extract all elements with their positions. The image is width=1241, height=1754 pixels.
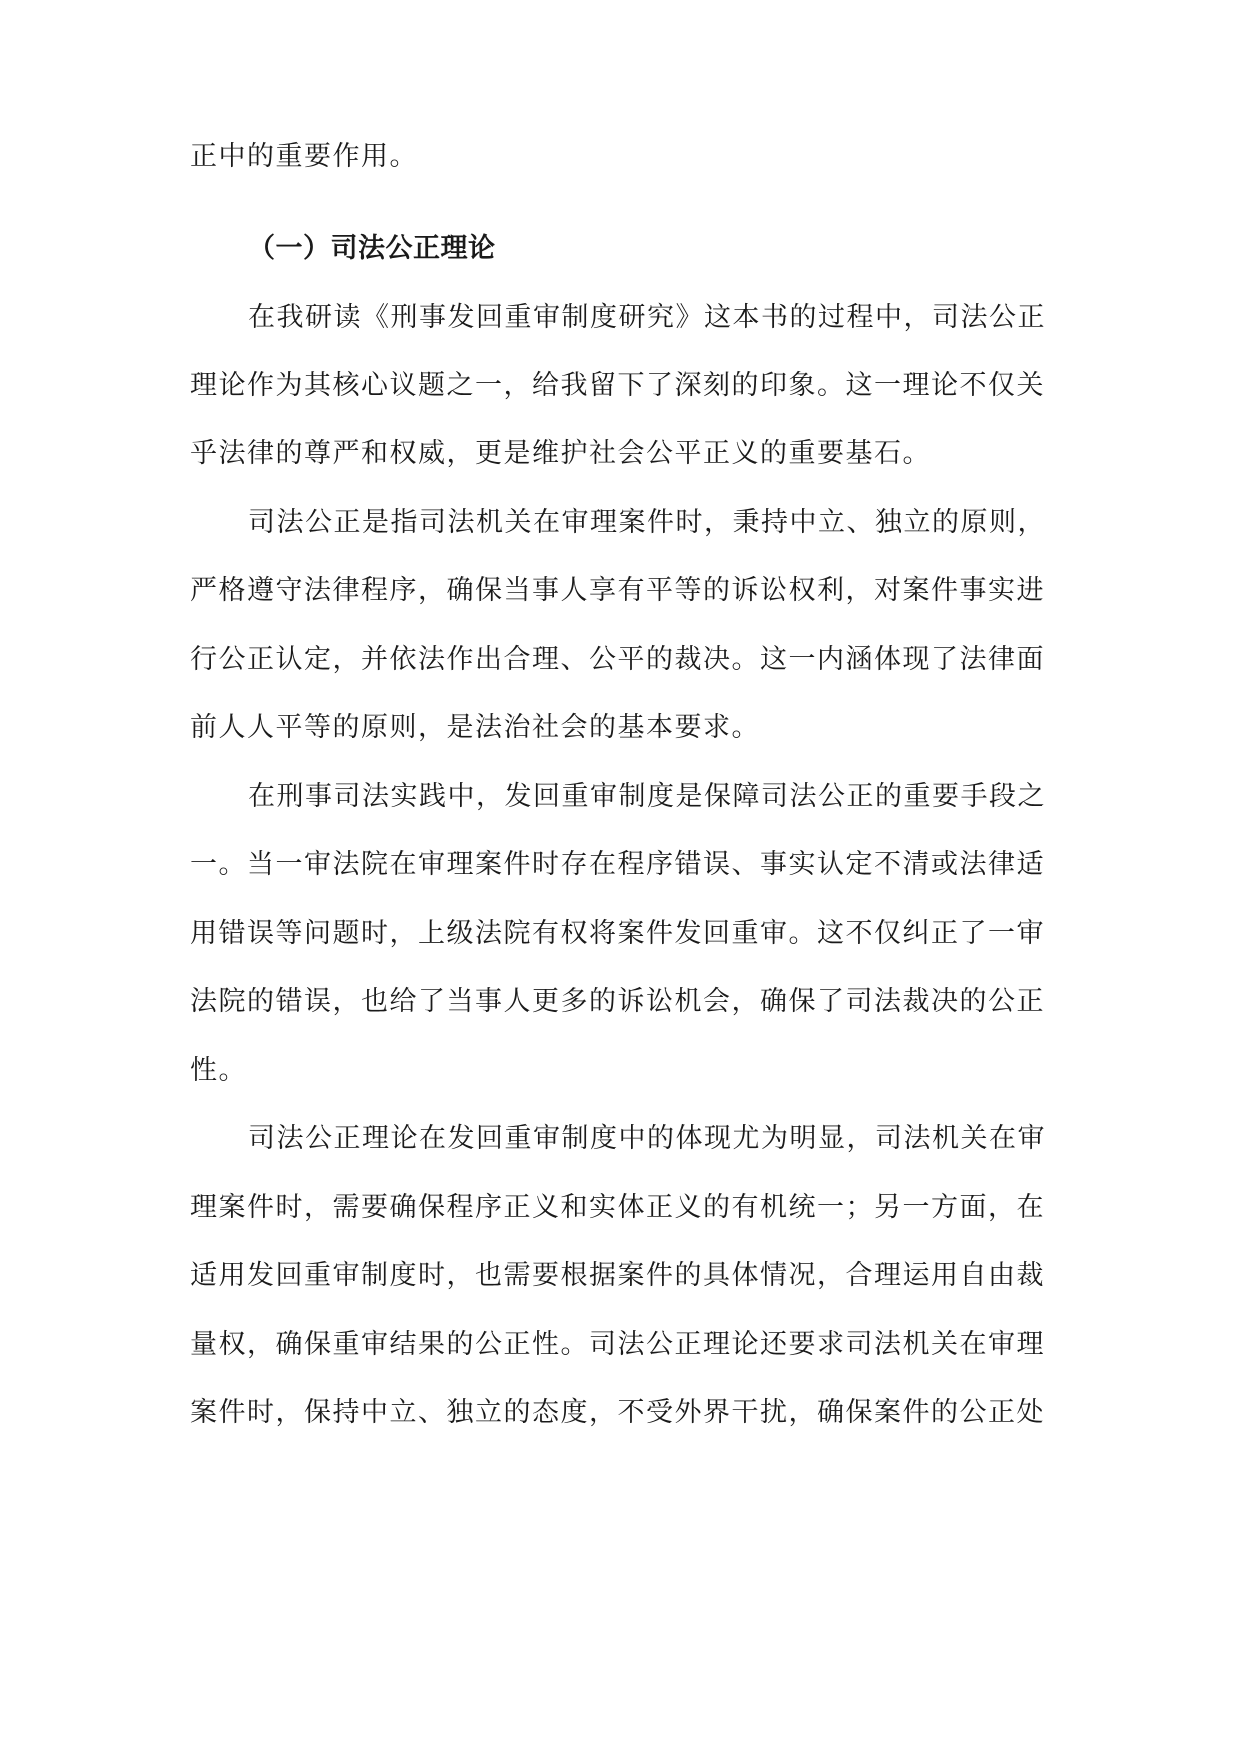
text-line: 理案件时，需要确保程序正义和实体正义的有机统一；另一方面，在 [190,1192,1045,1223]
text-line: 司法公正理论在发回重审制度中的体现尤为明显，司法机关在审 [248,1123,1046,1154]
text-line: 行公正认定，并依法作出合理、公平的裁决。这一内涵体现了法律面 [190,644,1045,675]
text-line: 前人人平等的原则，是法治社会的基本要求。 [190,712,760,743]
text-line: 理论作为其核心议题之一，给我留下了深刻的印象。这一理论不仅关 [190,370,1045,401]
text-line: 司法公正是指司法机关在审理案件时，秉持中立、独立的原则， [248,507,1046,538]
text-line: 量权，确保重审结果的公正性。司法公正理论还要求司法机关在审理 [190,1329,1045,1360]
text-line: 在我研读《刑事发回重审制度研究》这本书的过程中，司法公正 [248,302,1046,333]
text-line: 乎法律的尊严和权威，更是维护社会公平正义的重要基石。 [190,438,931,469]
text-line: 案件时，保持中立、独立的态度，不受外界干扰，确保案件的公正处 [190,1397,1045,1428]
text-line: 用错误等问题时，上级法院有权将案件发回重审。这不仅纠正了一审 [190,918,1045,949]
text-line: 一。当一审法院在审理案件时存在程序错误、事实认定不清或法律适 [190,849,1045,880]
text-line: 性。 [190,1055,247,1086]
text-line: 法院的错误，也给了当事人更多的诉讼机会，确保了司法裁决的公正 [190,986,1045,1017]
text-line: 在刑事司法实践中，发回重审制度是保障司法公正的重要手段之 [248,781,1046,812]
text-line: 适用发回重审制度时，也需要根据案件的具体情况，合理运用自由裁 [190,1260,1045,1291]
section-heading: （一）司法公正理论 [248,233,496,264]
text-line: 正中的重要作用。 [190,141,418,172]
text-line: 严格遵守法律程序，确保当事人享有平等的诉讼权利，对案件事实进 [190,575,1045,606]
